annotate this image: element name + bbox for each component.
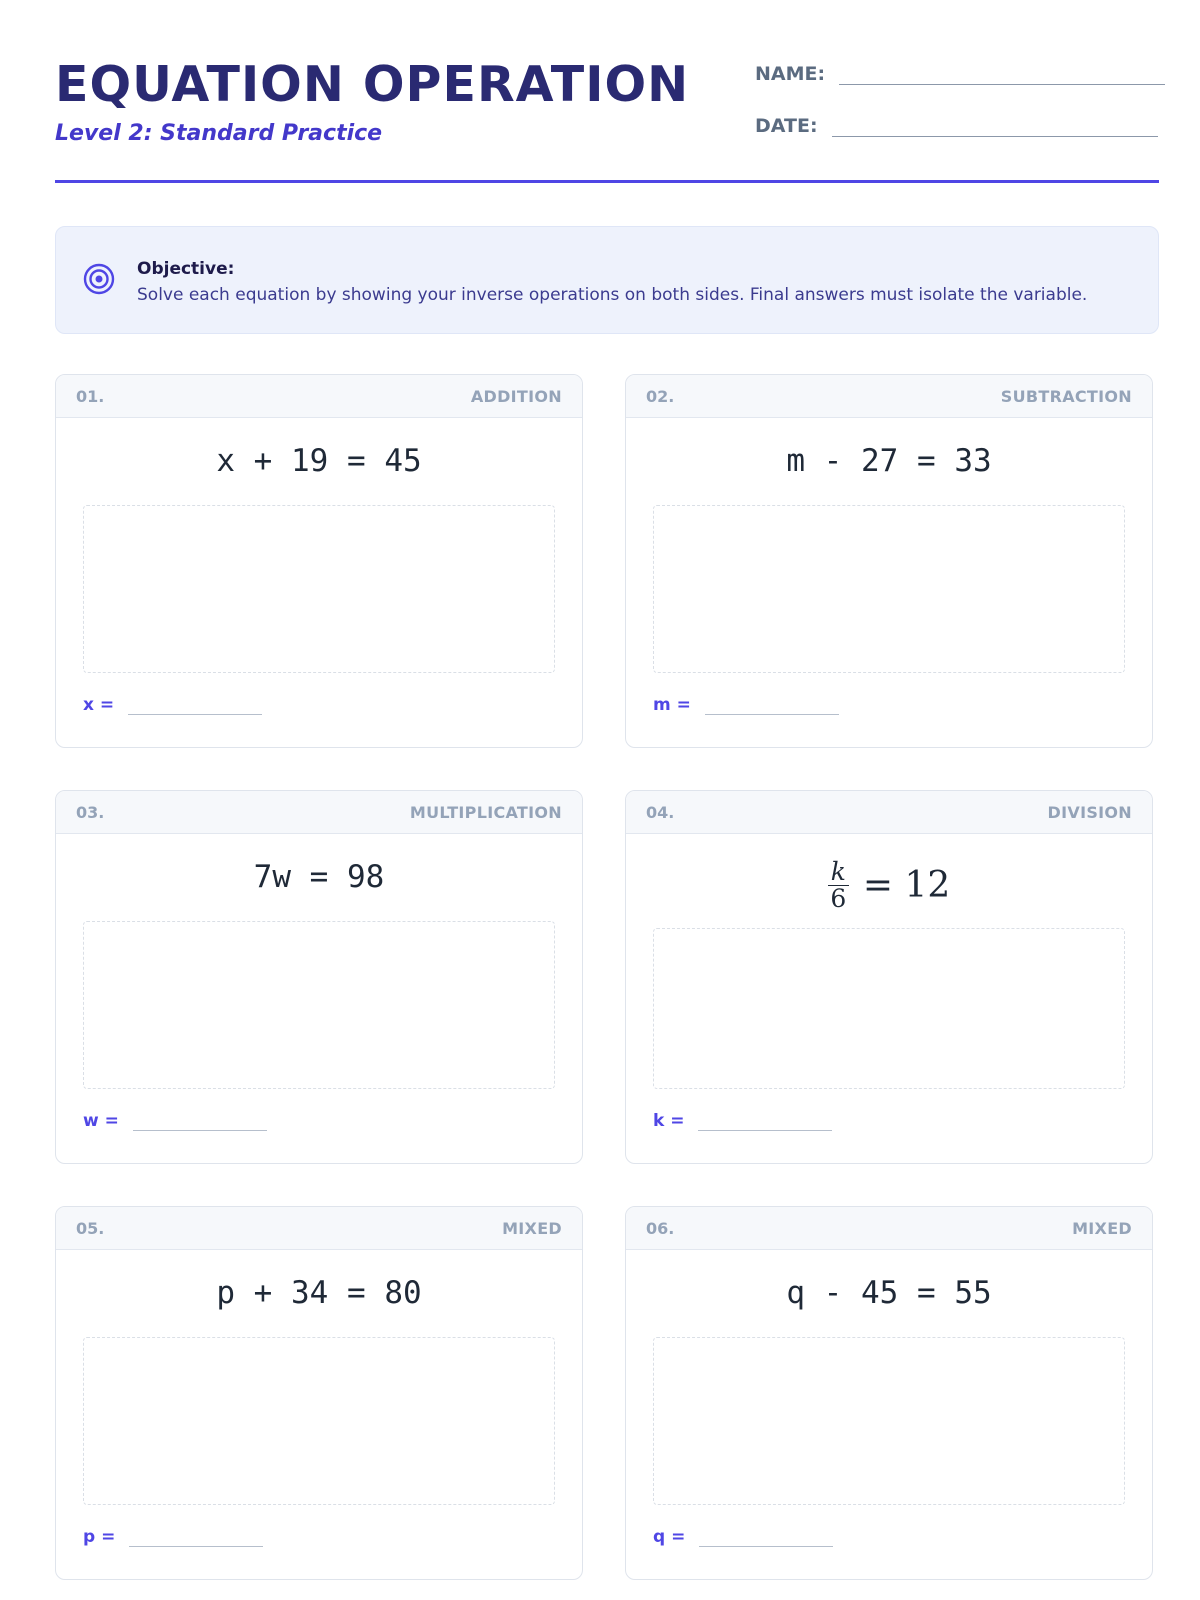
problem-card-5: [55, 1206, 583, 1580]
answer-row: [83, 1527, 263, 1547]
equation: x + 19 = 45: [216, 443, 422, 479]
target-icon: [82, 262, 116, 296]
objective-text: Solve each equation by showing your inverse operations on both sides. Final answers must isolate the variable.: [137, 285, 1088, 305]
equation: [626, 859, 1152, 912]
answer-row: [653, 1111, 832, 1131]
equation: m - 27 = 33: [786, 443, 992, 479]
equation-right-side: = 12: [862, 865, 951, 906]
answer-label: m =: [653, 695, 691, 715]
work-area[interactable]: [653, 1337, 1125, 1505]
problem-card-2: [625, 374, 1153, 748]
name-row: [755, 62, 1165, 85]
answer-label: k =: [653, 1111, 685, 1131]
answer-field[interactable]: [699, 1528, 833, 1547]
answer-row: [83, 1111, 267, 1131]
problem-number: 04.: [646, 802, 675, 822]
problem-card-header: [626, 791, 1152, 834]
answer-row: [83, 695, 262, 715]
problem-card-4: [625, 790, 1153, 1164]
problem-number: 03.: [76, 802, 105, 822]
fraction-numerator: k: [828, 859, 849, 886]
problem-number: 01.: [76, 386, 105, 406]
header-divider: [55, 180, 1159, 183]
answer-label: p =: [83, 1527, 116, 1547]
fraction: [828, 859, 849, 912]
work-area[interactable]: [83, 1337, 555, 1505]
operation-label: MULTIPLICATION: [409, 802, 562, 822]
answer-row: [653, 695, 839, 715]
problem-card-header: [626, 375, 1152, 418]
work-area[interactable]: [83, 921, 555, 1089]
answer-field[interactable]: [129, 1528, 263, 1547]
answer-label: x =: [83, 695, 115, 715]
equation: 7w = 98: [253, 859, 385, 895]
problem-number: 05.: [76, 1218, 105, 1238]
name-label: NAME:: [755, 63, 826, 85]
date-field[interactable]: [832, 114, 1158, 137]
answer-row: [653, 1527, 833, 1547]
problem-card-header: [56, 1207, 582, 1250]
operation-label: MIXED: [1072, 1218, 1132, 1238]
problem-card-1: [55, 374, 583, 748]
page-subtitle: Level 2: Standard Practice: [55, 121, 383, 146]
answer-label: w =: [83, 1111, 119, 1131]
objective-box: [55, 226, 1159, 334]
work-area[interactable]: [653, 505, 1125, 673]
equation: q - 45 = 55: [786, 1275, 992, 1311]
answer-field[interactable]: [128, 696, 262, 715]
date-label: DATE:: [755, 115, 818, 137]
operation-label: DIVISION: [1047, 802, 1132, 822]
problem-card-header: [626, 1207, 1152, 1250]
work-area[interactable]: [83, 505, 555, 673]
operation-label: MIXED: [502, 1218, 562, 1238]
operation-label: SUBTRACTION: [1000, 386, 1132, 406]
worksheet-header: [55, 48, 1159, 184]
fraction-denominator: 6: [830, 884, 847, 913]
problem-number: 02.: [646, 386, 675, 406]
objective-title: Objective:: [137, 259, 235, 279]
problem-card-6: [625, 1206, 1153, 1580]
problem-card-header: [56, 791, 582, 834]
answer-field[interactable]: [705, 696, 839, 715]
answer-label: q =: [653, 1527, 686, 1547]
problem-card-header: [56, 375, 582, 418]
page-title: EQUATION OPERATION: [55, 56, 690, 113]
name-field[interactable]: [839, 62, 1165, 85]
problem-card-3: [55, 790, 583, 1164]
work-area[interactable]: [653, 928, 1125, 1089]
equation: p + 34 = 80: [216, 1275, 422, 1311]
date-row: [755, 114, 1158, 137]
problem-number: 06.: [646, 1218, 675, 1238]
answer-field[interactable]: [133, 1112, 267, 1131]
operation-label: ADDITION: [470, 386, 562, 406]
answer-field[interactable]: [698, 1112, 832, 1131]
